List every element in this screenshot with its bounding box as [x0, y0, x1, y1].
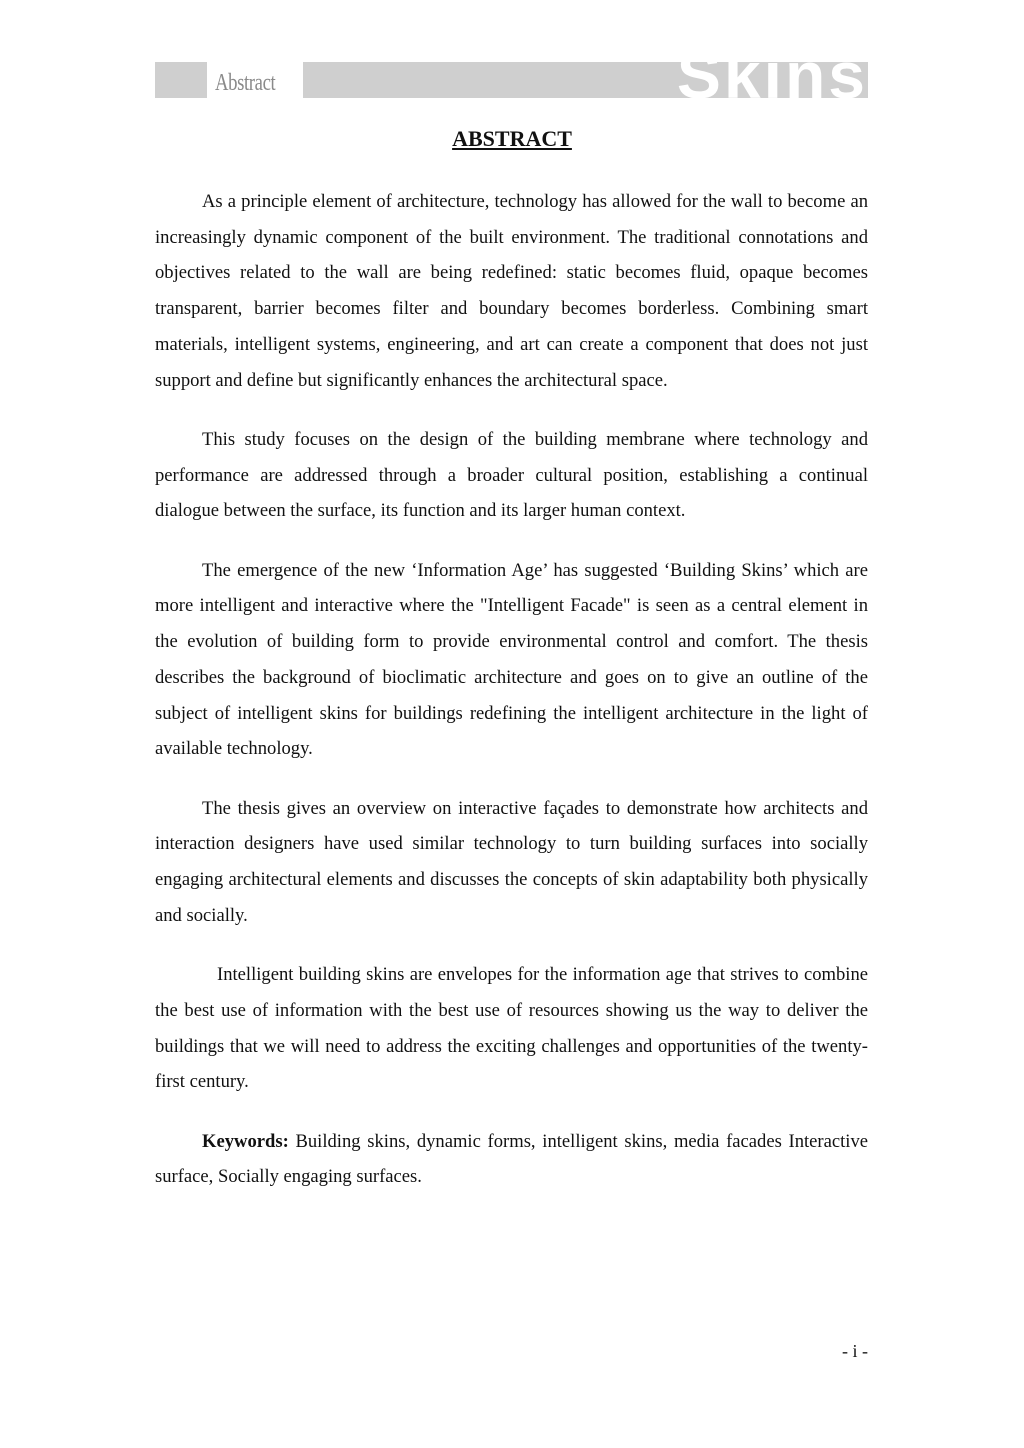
keywords-label: Keywords: [202, 1130, 289, 1152]
keywords-text: Building skins, dynamic forms, intelligent skins, media facades Interactive surface, Socially engaging surfaces. [155, 1130, 868, 1188]
header-bar [303, 38, 868, 112]
page-header [155, 38, 868, 112]
header-logo: Skins [676, 38, 868, 112]
paragraph: The thesis gives an overview on interactive façades to demonstrate how architects and interaction designers have used similar technology to turn building surfaces into socially engaging architectural elements and discusses the concepts of skin adaptability both physically and socially. [155, 797, 868, 926]
page-title: ABSTRACT [452, 126, 572, 151]
paragraph: The emergence of the new ‘Information Age’ has suggested ‘Building Skins’ which are more intelligent and interactive where the "Intelligent Facade" is seen as a central element in the evolution of building form to provide environmental control and comfort. The thesis describes the background of bioclimatic architecture and goes on to give an outline of the subject of intelligent skins for buildings redefining the intelligent architecture in the light of available technology. [155, 559, 868, 760]
header-block-left [155, 62, 207, 98]
page-number: - i - [842, 1341, 868, 1361]
paragraph: Intelligent building skins are envelopes for the information age that strives to combine the best use of information with the best use of resources showing us the way to deliver the buildings that we will need to address the exciting challenges and opportunities of the twenty-first century. [155, 964, 868, 1093]
header-section-label: Abstract [215, 70, 276, 96]
paragraph: As a principle element of architecture, technology has allowed for the wall to become an increasingly dynamic component of the built environment. The traditional connotations and objectives related to the wall are being redefined: static becomes fluid, opaque becomes transparent, barrier becomes filter and boundary becomes borderless. Combining smart materials, intelligent systems, engineering, and art can create a component that does not just support and define but significantly enhances the architectural space. [155, 191, 868, 391]
abstract-body [155, 184, 868, 1219]
paragraph: This study focuses on the design of the building membrane where technology and performance are addressed through a broader cultural position, establishing a continual dialogue between the surface, its function and its larger human context. [155, 428, 868, 522]
keywords-paragraph [155, 1124, 868, 1195]
